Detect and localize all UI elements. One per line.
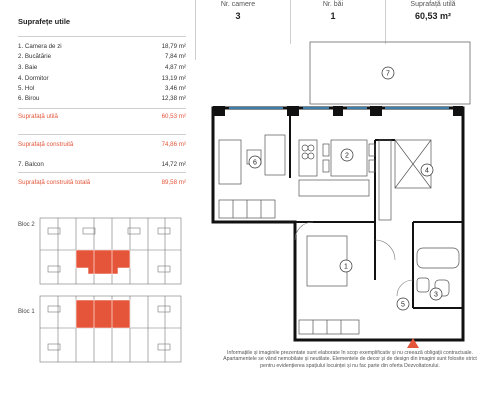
room-name: 1. Camera de zi	[18, 43, 62, 50]
desk-icon	[265, 135, 285, 175]
useful-total-row	[18, 113, 186, 120]
room-value: 7,84 m²	[165, 53, 186, 60]
wall-pillar	[287, 106, 299, 116]
room-value: 3,46 m²	[165, 85, 186, 92]
room-row	[18, 75, 186, 82]
rooms-label: Nr. camere	[220, 1, 256, 8]
room-row	[18, 43, 186, 50]
room-value: 18,79 m²	[161, 43, 186, 50]
room-label-7: 7	[386, 70, 390, 78]
disclaimer-line: Informațiile și imaginile prezentate sunt elaborate în scop exemplificativ și nu creează obligații contractuale.	[227, 350, 473, 356]
divider	[18, 36, 186, 37]
wall-pillar	[453, 106, 463, 116]
kitchen-counter-icon	[299, 180, 369, 196]
room-label-2: 2	[345, 152, 349, 160]
door-swing	[397, 280, 413, 296]
cooktop-icon	[299, 140, 317, 176]
door-swing	[295, 222, 313, 240]
sink-icon	[417, 278, 429, 292]
wardrobe-icon	[379, 140, 391, 220]
room-label-5: 5	[401, 301, 405, 309]
floor-plan	[195, 40, 480, 350]
bloc2-label: Bloc 2	[18, 222, 35, 228]
room-value: 4,87 m²	[165, 64, 186, 71]
bathtub-icon	[417, 248, 459, 268]
rooms-value: 3	[235, 11, 241, 21]
door-swing	[375, 240, 395, 260]
built-area-row	[18, 141, 186, 148]
sofa-icon	[219, 140, 241, 184]
total-built-value: 89,58 m²	[161, 179, 186, 186]
bloc1-minimap	[38, 294, 183, 364]
built-area-value: 74,86 m²	[161, 141, 186, 148]
disclaimer-line: Apartamentele se vând nemobilate și neutilate. Elementele de decor și de design din imagini sunt folosite strict	[223, 356, 477, 363]
useful-area-label: Suprafață utilă	[410, 1, 456, 8]
bloc1-apartment-highlight	[76, 300, 130, 328]
header	[0, 0, 500, 44]
armchair-icon	[307, 236, 347, 286]
bloc1-label: Bloc 1	[18, 309, 35, 315]
useful-area-value: 60,53 m²	[414, 11, 452, 21]
baths-value: 1	[330, 11, 336, 21]
exterior-wall	[213, 108, 463, 340]
column-divider	[385, 0, 386, 44]
room-name: 5. Hol	[18, 85, 35, 92]
balcony-value: 14,72 m²	[161, 161, 186, 168]
room-row	[18, 95, 186, 102]
wall-pillar	[333, 106, 343, 116]
areas-title: Suprafețe utile	[18, 17, 71, 26]
total-built-name: Suprafață construită totală	[18, 179, 91, 186]
divider	[18, 108, 186, 109]
room-row	[18, 64, 186, 71]
baths-label: Nr. băi	[322, 1, 344, 8]
balcony-row	[18, 161, 186, 168]
column-divider	[290, 0, 291, 44]
room-label-6: 6	[253, 159, 257, 167]
room-name: 4. Dormitor	[18, 75, 49, 82]
useful-total-value: 60,53 m²	[161, 113, 186, 120]
room-row	[18, 85, 186, 92]
wall-pillar	[213, 106, 225, 116]
room-name: 6. Birou	[18, 95, 40, 102]
total-built-row	[18, 179, 186, 186]
bloc2-apartment-highlight	[76, 250, 130, 274]
divider	[18, 134, 186, 135]
room-name: 2. Bucătărie	[18, 53, 52, 60]
built-area-name: Suprafață construită	[18, 141, 74, 148]
wall-pillar	[370, 106, 382, 116]
room-row	[18, 53, 186, 60]
room-name: 3. Baie	[18, 64, 38, 71]
room-value: 13,19 m²	[161, 75, 186, 82]
room-label-4: 4	[425, 167, 429, 175]
useful-total-name: Suprafață utilă	[18, 113, 58, 120]
balcony-name: 7. Balcon	[18, 161, 44, 168]
tv-unit-icon	[299, 320, 359, 334]
bloc2-minimap	[38, 216, 183, 286]
room-label-3: 3	[434, 291, 438, 299]
disclaimer	[205, 350, 495, 369]
room-value: 12,38 m²	[161, 95, 186, 102]
room-label-1: 1	[344, 263, 348, 271]
disclaimer-line: pentru evidențierea spațiului locuinței și nu fac parte din oferta Dezvoltatorului.	[260, 362, 440, 369]
divider	[18, 172, 186, 173]
